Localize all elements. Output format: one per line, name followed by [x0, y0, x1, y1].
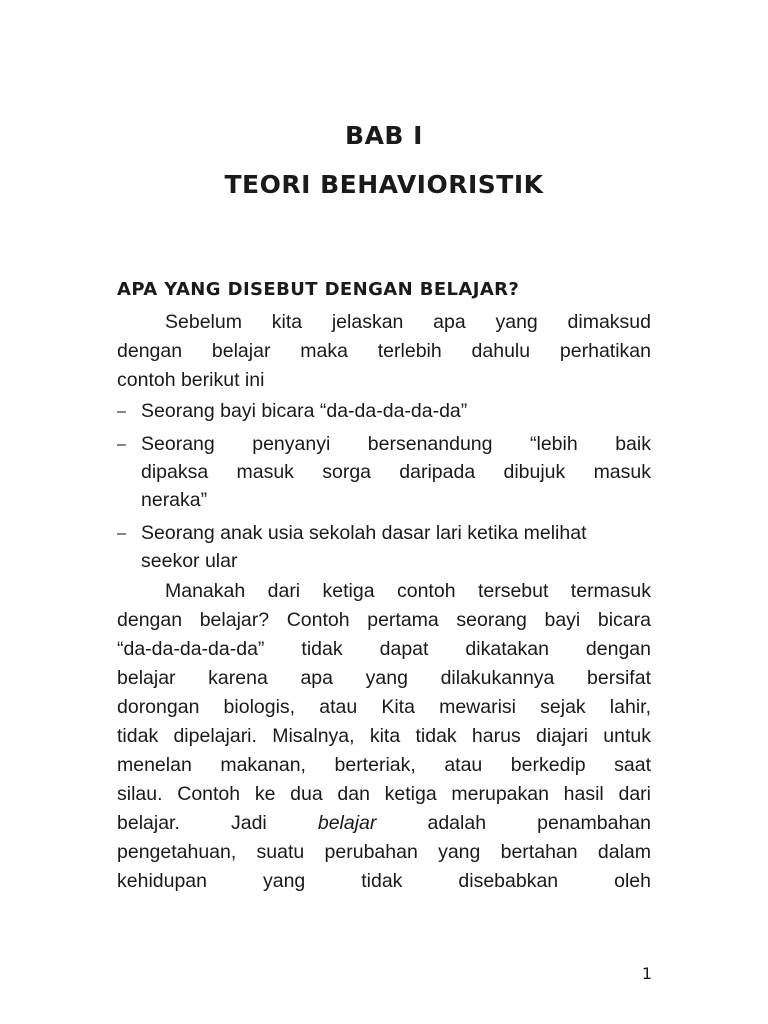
paragraph-line: Manakah dari ketiga contoh tersebut termasuk [165, 580, 651, 602]
text-run: belajar. Jadi [117, 812, 318, 834]
list-item-line: dipaksa masuk sorga daripada dibujuk masuk [141, 461, 651, 483]
list-item-line: neraka” [141, 489, 208, 511]
text-run: adalah penambahan [376, 812, 651, 834]
chapter-title: TEORI BEHAVIORISTIK [224, 170, 544, 199]
paragraph-line [117, 810, 651, 836]
paragraph-line: “da-da-da-da-da” tidak dapat dikatakan dengan [117, 638, 651, 660]
paragraph-line: kehidupan yang tidak disebabkan oleh [117, 870, 651, 892]
paragraph-line: dorongan biologis, atau Kita mewarisi sejak lahir, [117, 696, 651, 718]
paragraph-line: pengetahuan, suatu perubahan yang bertahan dalam [117, 841, 651, 863]
paragraph-line: dengan belajar? Contoh pertama seorang bayi bicara [117, 609, 651, 631]
paragraph-line: menelan makanan, berteriak, atau berkedip saat [117, 754, 651, 776]
bullet-dash: – [117, 525, 126, 542]
bullet-dash: – [117, 436, 126, 453]
paragraph-line: tidak dipelajari. Misalnya, kita tidak harus diajari untuk [117, 725, 651, 747]
page-number: 1 [641, 964, 652, 983]
list-item-line: seekor ular [141, 550, 238, 572]
list-item-line: Seorang anak usia sekolah dasar lari ketika melihat [141, 522, 587, 544]
paragraph-line: dengan belajar maka terlebih dahulu perhatikan [117, 340, 651, 362]
section-heading: APA YANG DISEBUT DENGAN BELAJAR? [117, 279, 520, 300]
list-item-line: Seorang bayi bicara “da-da-da-da-da” [141, 400, 468, 422]
paragraph-line: contoh berikut ini [117, 369, 265, 391]
bullet-dash: – [117, 403, 126, 420]
emphasized-term: belajar [317, 812, 377, 834]
chapter-number: BAB I [345, 121, 423, 150]
paragraph-line: silau. Contoh ke dua dan ketiga merupakan hasil dari [117, 783, 651, 805]
paragraph-line: belajar karena apa yang dilakukannya bersifat [117, 667, 651, 689]
paragraph-line: Sebelum kita jelaskan apa yang dimaksud [165, 311, 651, 333]
list-item-line: Seorang penyanyi bersenandung “lebih baik [141, 433, 651, 455]
